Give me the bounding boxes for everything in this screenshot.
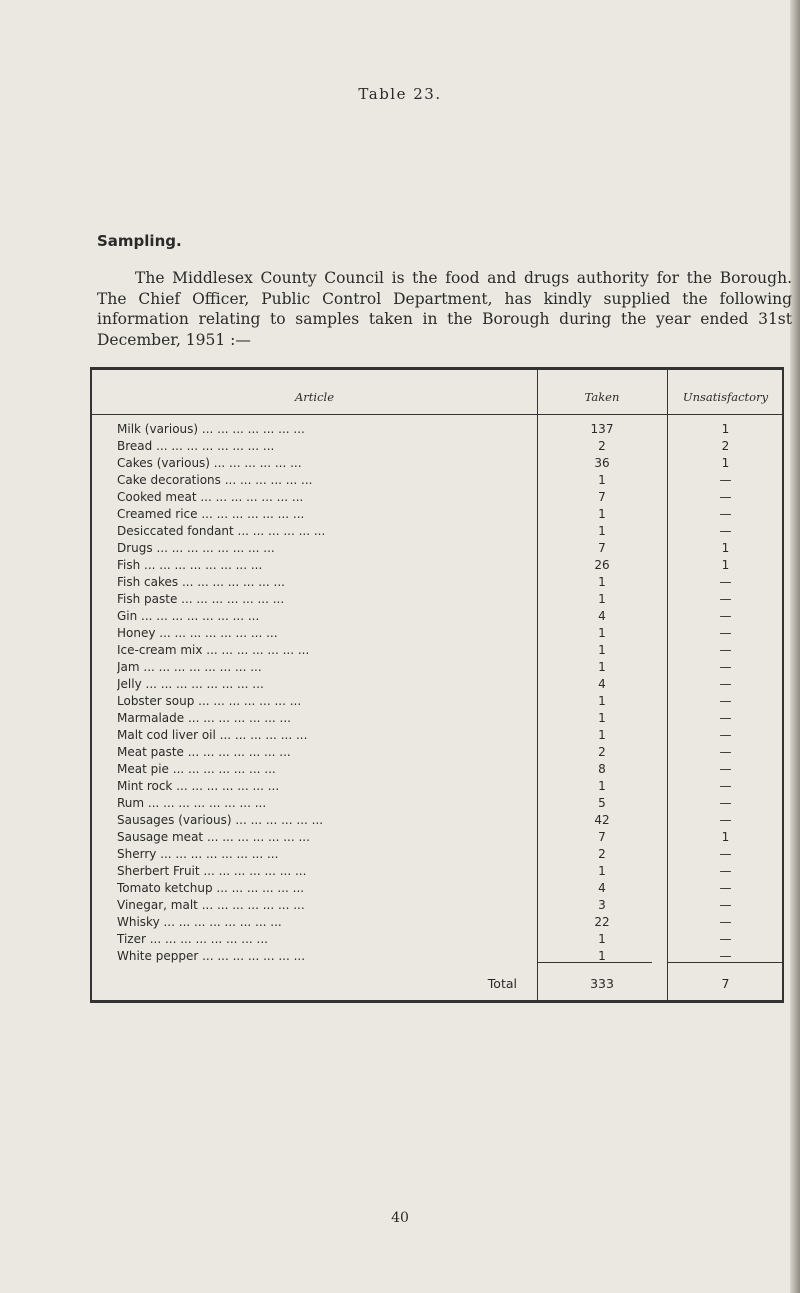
- taken-cell: 1: [598, 524, 606, 538]
- article-cell: Desiccated fondant ... ... ... ... ... ...: [117, 524, 326, 538]
- table-row: [92, 421, 782, 438]
- article-cell: Cakes (various) ... ... ... ... ... ...: [117, 456, 302, 470]
- table-row: [92, 761, 782, 778]
- table-row: [92, 710, 782, 727]
- taken-cell: 22: [594, 915, 610, 929]
- taken-cell: 7: [598, 541, 606, 555]
- taken-cell: 7: [598, 830, 606, 844]
- table-row: [92, 489, 782, 506]
- table-row: [92, 812, 782, 829]
- table-row: [92, 846, 782, 863]
- taken-cell: 7: [598, 490, 606, 504]
- taken-cell: 8: [598, 762, 606, 776]
- article-cell: Bread ... ... ... ... ... ... ... ...: [117, 439, 275, 453]
- unsatisfactory-cell: —: [719, 660, 732, 674]
- article-cell: Sherbert Fruit ... ... ... ... ... ... ...: [117, 864, 307, 878]
- table-row: [92, 472, 782, 489]
- taken-cell: 1: [598, 473, 606, 487]
- article-cell: Meat pie ... ... ... ... ... ... ...: [117, 762, 276, 776]
- total-unsatisfactory: 7: [721, 976, 730, 991]
- taken-cell: 5: [598, 796, 606, 810]
- unsatisfactory-cell: —: [719, 473, 732, 487]
- table-row: [92, 693, 782, 710]
- table-title: Table 23.: [358, 85, 442, 103]
- total-taken: 333: [590, 976, 614, 991]
- article-cell: Mint rock ... ... ... ... ... ... ...: [117, 779, 280, 793]
- unsatisfactory-cell: —: [719, 643, 732, 657]
- unsatisfactory-cell: —: [719, 677, 732, 691]
- table-row: [92, 523, 782, 540]
- article-cell: Lobster soup ... ... ... ... ... ... ...: [117, 694, 302, 708]
- article-cell: Sausage meat ... ... ... ... ... ... ...: [117, 830, 310, 844]
- taken-cell: 2: [598, 745, 606, 759]
- unsatisfactory-cell: 1: [721, 830, 730, 844]
- article-cell: Jelly ... ... ... ... ... ... ... ...: [117, 677, 264, 691]
- article-cell: Meat paste ... ... ... ... ... ... ...: [117, 745, 291, 759]
- unsatisfactory-cell: 2: [721, 439, 730, 453]
- table-row: [92, 506, 782, 523]
- unsatisfactory-cell: —: [719, 490, 732, 504]
- unsatisfactory-cell: —: [719, 626, 732, 640]
- table-row: [92, 948, 782, 965]
- table-row: [92, 744, 782, 761]
- table-row: [92, 795, 782, 812]
- unsatisfactory-cell: —: [719, 898, 732, 912]
- article-cell: Whisky ... ... ... ... ... ... ... ...: [117, 915, 282, 929]
- header-taken: Taken: [584, 390, 620, 404]
- table-row: [92, 455, 782, 472]
- taken-cell: 1: [598, 711, 606, 725]
- table-row: [92, 557, 782, 574]
- unsatisfactory-cell: —: [719, 813, 732, 827]
- taken-cell: 4: [598, 677, 606, 691]
- taken-cell: 1: [598, 592, 606, 606]
- unsatisfactory-cell: —: [719, 779, 732, 793]
- article-cell: Sausages (various) ... ... ... ... ... ...: [117, 813, 324, 827]
- unsatisfactory-cell: —: [719, 694, 732, 708]
- unsatisfactory-cell: —: [719, 949, 732, 963]
- taken-cell: 42: [594, 813, 610, 827]
- table-row: [92, 829, 782, 846]
- table-row: [92, 914, 782, 931]
- header-article: Article: [294, 390, 335, 404]
- unsatisfactory-cell: —: [719, 881, 732, 895]
- table-row: [92, 659, 782, 676]
- unsatisfactory-cell: 1: [721, 558, 730, 572]
- article-cell: Tizer ... ... ... ... ... ... ... ...: [117, 932, 268, 946]
- table-row: [92, 591, 782, 608]
- taken-cell: 1: [598, 575, 606, 589]
- taken-cell: 26: [594, 558, 610, 572]
- unsatisfactory-cell: 1: [721, 422, 730, 436]
- taken-cell: 1: [598, 626, 606, 640]
- table-row: [92, 931, 782, 948]
- unsatisfactory-cell: —: [719, 524, 732, 538]
- table-row: [92, 608, 782, 625]
- taken-cell: 137: [590, 422, 614, 436]
- table-row: [92, 897, 782, 914]
- table-row: [92, 642, 782, 659]
- table-row: [92, 438, 782, 455]
- unsatisfactory-cell: —: [719, 847, 732, 861]
- article-cell: Milk (various) ... ... ... ... ... ... ...: [117, 422, 305, 436]
- article-cell: White pepper ... ... ... ... ... ... ...: [117, 949, 306, 963]
- samples-table: [90, 367, 784, 1003]
- taken-cell: 1: [598, 694, 606, 708]
- article-cell: Jam ... ... ... ... ... ... ... ...: [117, 660, 262, 674]
- header-unsatisfactory: Unsatisfactory: [682, 390, 769, 404]
- table-row: [92, 574, 782, 591]
- taken-cell: 1: [598, 932, 606, 946]
- article-cell: Gin ... ... ... ... ... ... ... ...: [117, 609, 260, 623]
- taken-cell: 1: [598, 660, 606, 674]
- table-row: [92, 863, 782, 880]
- table-row: [92, 727, 782, 744]
- unsatisfactory-cell: —: [719, 915, 732, 929]
- unsatisfactory-cell: —: [719, 592, 732, 606]
- section-heading: Sampling.: [97, 232, 182, 250]
- taken-cell: 1: [598, 779, 606, 793]
- taken-cell: 36: [594, 456, 610, 470]
- unsatisfactory-cell: 1: [721, 541, 730, 555]
- unsatisfactory-cell: —: [719, 728, 732, 742]
- taken-cell: 1: [598, 949, 606, 963]
- article-cell: Cake decorations ... ... ... ... ... ...: [117, 473, 313, 487]
- taken-cell: 1: [598, 507, 606, 521]
- header-rule: [92, 414, 782, 415]
- table-row: [92, 676, 782, 693]
- taken-cell: 1: [598, 643, 606, 657]
- table-row: [92, 778, 782, 795]
- article-cell: Rum ... ... ... ... ... ... ... ...: [117, 796, 267, 810]
- article-cell: Ice-cream mix ... ... ... ... ... ... ...: [117, 643, 310, 657]
- page-number: 40: [391, 1210, 409, 1226]
- unsatisfactory-cell: 1: [721, 456, 730, 470]
- unsatisfactory-cell: —: [719, 864, 732, 878]
- taken-cell: 4: [598, 881, 606, 895]
- article-cell: Fish ... ... ... ... ... ... ... ...: [117, 558, 263, 572]
- article-cell: Honey ... ... ... ... ... ... ... ...: [117, 626, 278, 640]
- unsatisfactory-cell: —: [719, 932, 732, 946]
- article-cell: Cooked meat ... ... ... ... ... ... ...: [117, 490, 304, 504]
- article-cell: Vinegar, malt ... ... ... ... ... ... ...: [117, 898, 305, 912]
- unsatisfactory-cell: —: [719, 609, 732, 623]
- taken-cell: 2: [598, 439, 606, 453]
- table-row: [92, 625, 782, 642]
- taken-cell: 2: [598, 847, 606, 861]
- unsatisfactory-cell: —: [719, 762, 732, 776]
- article-cell: Creamed rice ... ... ... ... ... ... ...: [117, 507, 305, 521]
- article-cell: Fish paste ... ... ... ... ... ... ...: [117, 592, 285, 606]
- taken-cell: 1: [598, 728, 606, 742]
- unsatisfactory-cell: —: [719, 796, 732, 810]
- article-cell: Drugs ... ... ... ... ... ... ... ...: [117, 541, 275, 555]
- taken-cell: 1: [598, 864, 606, 878]
- article-cell: Malt cod liver oil ... ... ... ... ... ...: [117, 728, 308, 742]
- article-cell: Marmalade ... ... ... ... ... ... ...: [117, 711, 291, 725]
- unsatisfactory-cell: —: [719, 507, 732, 521]
- page-edge: [790, 0, 800, 1293]
- article-cell: Fish cakes ... ... ... ... ... ... ...: [117, 575, 285, 589]
- unsatisfactory-cell: —: [719, 745, 732, 759]
- taken-cell: 3: [598, 898, 606, 912]
- table-row: [92, 880, 782, 897]
- taken-cell: 4: [598, 609, 606, 623]
- article-cell: Sherry ... ... ... ... ... ... ... ...: [117, 847, 279, 861]
- table-row: [92, 540, 782, 557]
- total-label: Total: [487, 976, 517, 991]
- intro-paragraph: The Middlesex County Council is the food and drugs authority for the Borough. The Chief Officer, Public Control Department, has kindly supplied the following information relating to samples taken in the Borough during the year ended 31st December, 1951 :—: [97, 269, 792, 349]
- unsatisfactory-cell: —: [719, 575, 732, 589]
- unsatisfactory-cell: —: [719, 711, 732, 725]
- article-cell: Tomato ketchup ... ... ... ... ... ...: [117, 881, 305, 895]
